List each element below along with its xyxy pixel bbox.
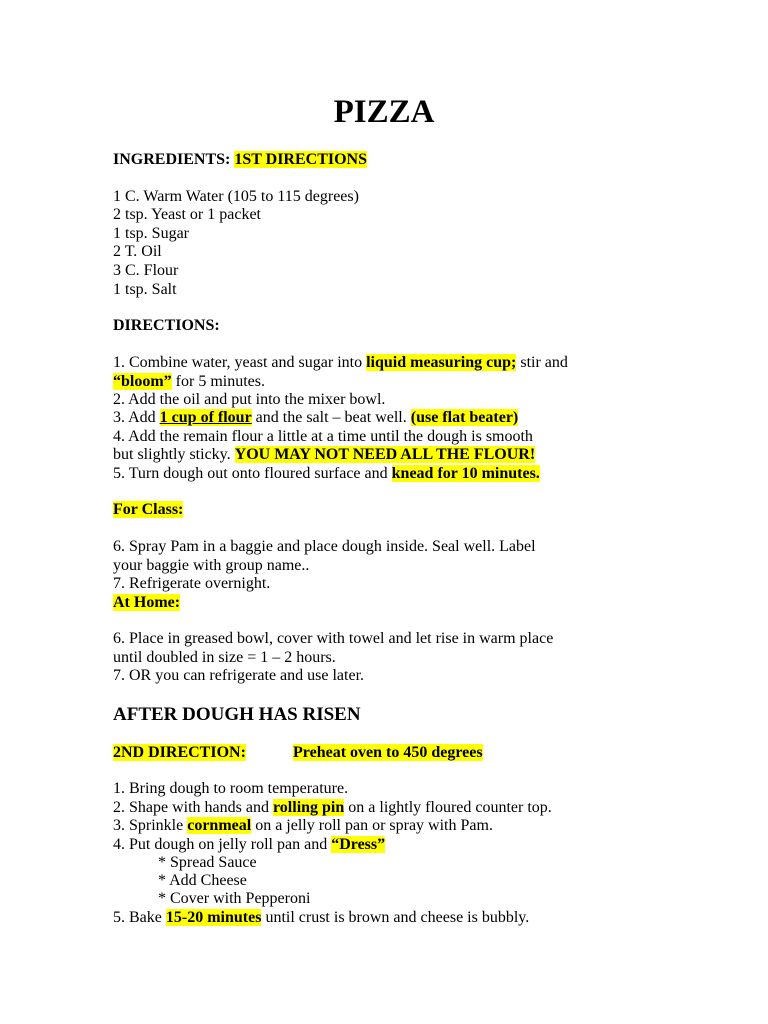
dress-sub-item: * Cover with Pepperoni [158,890,311,907]
direction-step-1 [113,353,568,372]
step-highlight: YOU MAY NOT NEED ALL THE FLOUR! [234,446,536,463]
step-highlight: (use flat beater) [410,409,519,426]
at-home-step-6: 6. Place in greased bowl, cover with towel and let rise in warm place [113,630,554,647]
step-text: until crust is brown and cheese is bubbly. [261,909,530,926]
step-text: on a lightly floured counter top. [344,799,552,816]
at-home-heading: At Home: [113,594,181,611]
step-highlight: cornmeal [187,817,252,834]
step-text: on a jelly roll pan or spray with Pam. [251,817,493,834]
preheat-line [293,743,483,762]
step-text: and the salt – beat well. [251,409,411,426]
ingredient-item: 2 tsp. Yeast or 1 packet [113,206,261,223]
ingredient-item: 1 tsp. Salt [113,281,177,298]
step-highlight: “bloom” [113,373,172,390]
for-class-step-6-cont: your baggie with group name.. [113,557,310,574]
step-text: 5. Turn dough out onto floured surface and [113,465,392,482]
after-step-1: 1. Bring dough to room temperature. [113,780,349,797]
direction-step-5 [113,464,540,483]
second-direction-line [113,743,246,762]
at-home-step-7: 7. OR you can refrigerate and use later. [113,667,365,684]
at-home-step-6-cont: until doubled in size = 1 – 2 hours. [113,649,336,666]
step-highlight: 15-20 minutes [165,909,262,926]
for-class-heading: For Class: [113,501,184,518]
direction-step-2: 2. Add the oil and put into the mixer bowl. [113,391,386,408]
ingredient-item: 1 tsp. Sugar [113,225,189,242]
step-highlight: rolling pin [272,799,345,816]
ingredient-item: 3 C. Flour [113,262,179,279]
step-highlight: “Dress” [331,836,386,853]
ingredient-item: 1 C. Warm Water (105 to 115 degrees) [113,188,359,205]
first-directions-tag: 1ST DIRECTIONS [234,151,367,168]
second-direction-label: 2ND DIRECTION: [113,744,246,761]
page-title: PIZZA [333,94,435,130]
ingredients-heading-line [113,150,367,169]
for-class-step-6: 6. Spray Pam in a baggie and place dough inside. Seal well. Label [113,538,536,555]
after-step-3 [113,816,493,835]
step-highlight: knead for 10 minutes. [391,465,540,482]
step-text: for 5 minutes. [171,373,265,390]
ingredients-heading: INGREDIENTS: [113,151,231,168]
ingredient-item: 2 T. Oil [113,243,162,260]
direction-step-3 [113,408,518,427]
preheat-text: Preheat oven to 450 degrees [293,744,483,761]
dress-sub-item: * Spread Sauce [158,854,257,871]
after-step-5 [113,908,529,927]
at-home-heading-line [113,593,180,612]
for-class-step-7: 7. Refrigerate overnight. [113,575,271,592]
step-highlight: 1 cup of flour [159,409,252,426]
direction-step-1-cont [113,372,265,391]
direction-step-4: 4. Add the remain flour a little at a time until the dough is smooth [113,428,533,445]
step-text: stir and [516,354,568,371]
after-step-4 [113,835,385,854]
step-text: but slightly sticky. [113,446,235,463]
step-text: 3. Sprinkle [113,817,188,834]
after-dough-heading: AFTER DOUGH HAS RISEN [113,704,361,725]
step-text: 3. Add [113,409,160,426]
step-text: 1. Combine water, yeast and sugar into [113,354,367,371]
for-class-heading-line [113,500,183,519]
step-text: 2. Shape with hands and [113,799,273,816]
step-text: 5. Bake [113,909,166,926]
step-highlight: liquid measuring cup; [366,354,517,371]
direction-step-4-cont [113,445,535,464]
directions-heading: DIRECTIONS: [113,317,220,334]
after-step-2 [113,798,552,817]
dress-sub-item: * Add Cheese [158,872,247,889]
step-text: 4. Put dough on jelly roll pan and [113,836,332,853]
